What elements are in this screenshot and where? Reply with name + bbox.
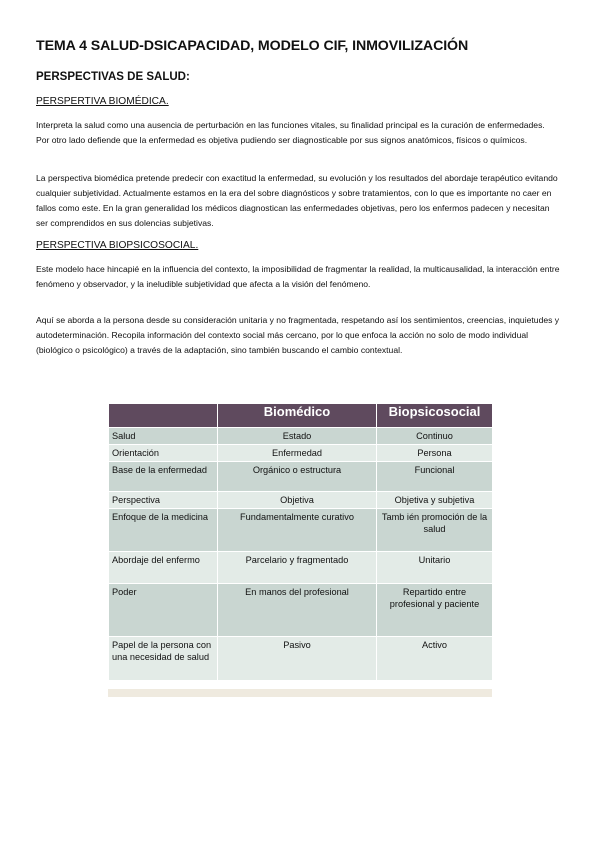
table-footer-strip bbox=[108, 689, 492, 697]
table-cell: Objetiva y subjetiva bbox=[377, 492, 493, 509]
table-cell: Parcelario y fragmentado bbox=[218, 552, 377, 584]
paragraph: Este modelo hace hincapié en la influencia del contexto, la imposibilidad de fragmentar la realidad, la multicausalidad, la interacción entre fenómeno y observador, y la ineludible subjetividad que afecta a la visión del fenómeno. bbox=[36, 264, 560, 289]
table-cell: Salud bbox=[109, 428, 218, 445]
table-cell: Unitario bbox=[377, 552, 493, 584]
table-row bbox=[109, 584, 493, 637]
table-cell: Abordaje del enfermo bbox=[109, 552, 218, 584]
table-cell: Orgánico o estructura bbox=[218, 462, 377, 492]
table-header-cell: Biomédico bbox=[218, 404, 377, 428]
comparison-table bbox=[108, 403, 493, 681]
table-cell: Continuo bbox=[377, 428, 493, 445]
table-cell: Enfoque de la medicina bbox=[109, 509, 218, 552]
document-title: TEMA 4 SALUD-DSICAPACIDAD, MODELO CIF, INMOVILIZACIÓN bbox=[36, 38, 469, 54]
table-row bbox=[109, 552, 493, 584]
table-cell: Repartido entre profesional y paciente bbox=[377, 584, 493, 637]
table-cell: Perspectiva bbox=[109, 492, 218, 509]
table-cell: Estado bbox=[218, 428, 377, 445]
table-header-row bbox=[109, 404, 493, 428]
table-cell: Papel de la persona con una necesidad de salud bbox=[109, 637, 218, 681]
section-heading-biomedica: PERSPERTIVA BIOMÉDICA. bbox=[36, 96, 169, 107]
table-header-cell: Biopsicosocial bbox=[377, 404, 493, 428]
table-row bbox=[109, 445, 493, 462]
table-cell: Objetiva bbox=[218, 492, 377, 509]
table-row bbox=[109, 509, 493, 552]
table-cell: Orientación bbox=[109, 445, 218, 462]
table-cell: Enfermedad bbox=[218, 445, 377, 462]
table-header-cell bbox=[109, 404, 218, 428]
table-row bbox=[109, 492, 493, 509]
table-cell: Fundamentalmente curativo bbox=[218, 509, 377, 552]
paragraph: La perspectiva biomédica pretende predecir con exactitud la enfermedad, su evolución y los resultados del abordaje terapéutico evitando cualquier subjetividad. Actualmente estamos en la era del sobre diagnósticos y sobre tratamientos, con lo que es importante no caer en fallos como este. En la gran generalidad los médicos diagnostican las enfermedades objetivas, pero los enfermos padecen y necesitan ser comprendidos en sus dolencias subjetivas. bbox=[36, 173, 558, 228]
table-cell: Persona bbox=[377, 445, 493, 462]
table-cell: Poder bbox=[109, 584, 218, 637]
table-cell: Activo bbox=[377, 637, 493, 681]
table-cell: Tamb ién promoción de la salud bbox=[377, 509, 493, 552]
document-subtitle: PERSPECTIVAS DE SALUD: bbox=[36, 71, 190, 83]
table-cell: En manos del profesional bbox=[218, 584, 377, 637]
table-cell: Pasivo bbox=[218, 637, 377, 681]
table-cell: Base de la enfermedad bbox=[109, 462, 218, 492]
table-cell: Funcional bbox=[377, 462, 493, 492]
table-row bbox=[109, 462, 493, 492]
table-row bbox=[109, 428, 493, 445]
paragraph: Interpreta la salud como una ausencia de perturbación en las funciones vitales, su finalidad principal es la curación de enfermedades. Por otro lado defiende que la enfermedad es objetiva pudiendo ser diagnosticable por sus signos anatómicos, físicos o químicos. bbox=[36, 120, 545, 145]
table-row bbox=[109, 637, 493, 681]
section-heading-biopsicosocial: PERSPECTIVA BIOPSICOSOCIAL. bbox=[36, 240, 199, 251]
paragraph: Aquí se aborda a la persona desde su consideración unitaria y no fragmentada, respetando así los sentimientos, creencias, inquietudes y autodeterminación. Recopila información del contexto social más cercano, por lo que enfoca la acción no solo de modo individual (biológico o psicológico) a través de la adaptación, sino también buscando el cambio contextual. bbox=[36, 315, 560, 355]
